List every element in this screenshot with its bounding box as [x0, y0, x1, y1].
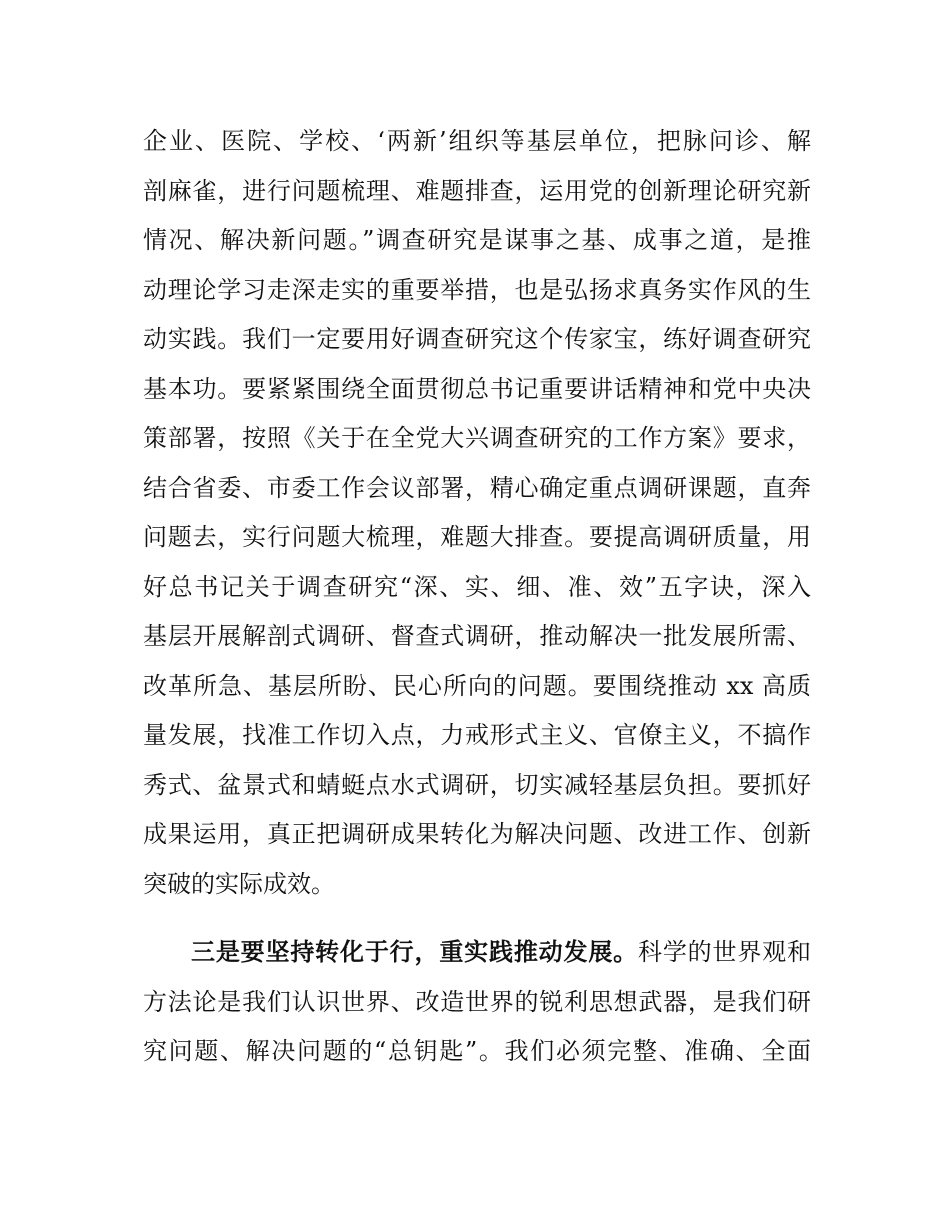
paragraph-line: 成果运用，真正把调研成果转化为解决问题、改进工作、创新	[143, 820, 811, 848]
paragraph-line: 基层开展解剖式调研、督查式调研，推动解决一批发展所需、	[143, 622, 811, 650]
paragraph-line: 动实践。我们一定要用好调查研究这个传家宝，练好调查研究	[143, 325, 811, 353]
paragraph-line: 好总书记关于调查研究“深、实、细、准、效”五字诀，深入	[143, 572, 811, 601]
paragraph-line: 动理论学习走深走实的重要举措，也是弘扬求真务实作风的生	[143, 275, 811, 304]
paragraph-practice	[143, 928, 811, 1077]
paragraph-line: 秀式、盆景式和蜻蜓点水式调研，切实减轻基层负担。要抓好	[143, 770, 811, 799]
paragraph-line-rest: 科学的世界观和	[638, 938, 811, 966]
paragraph-line: 剖麻雀，进行问题梳理、难题排查，运用党的创新理论研究新	[143, 176, 811, 205]
paragraph-line: 突破的实际成效。	[143, 869, 335, 898]
paragraph-line: 量发展，找准工作切入点，力戒形式主义、官僚主义，不搞作	[143, 721, 811, 749]
paragraph-line: 基本功。要紧紧围绕全面贯彻总书记重要讲话精神和党中央决	[143, 374, 811, 403]
paragraph-line: 究问题、解决问题的“总钥匙”。我们必须完整、准确、全面	[143, 1037, 811, 1065]
paragraph-line: 策部署，按照《关于在全党大兴调查研究的工作方案》要求，	[143, 424, 811, 452]
paragraph-research	[143, 117, 811, 909]
paragraph-line: 问题去，实行问题大梳理，难题大排查。要提高调研质量，用	[143, 523, 811, 551]
paragraph-line: 改革所急、基层所盼、民心所向的问题。要围绕推动 xx 高质	[143, 671, 811, 700]
paragraph-line: 方法论是我们认识世界、改造世界的锐利思想武器，是我们研	[143, 987, 811, 1016]
paragraph-first-line	[143, 928, 811, 978]
section-heading: 三是要坚持转化于行，重实践推动发展。	[191, 938, 638, 966]
paragraph-line: 情况、解决新问题。”调查研究是谋事之基、成事之道，是推	[143, 226, 811, 254]
paragraph-line: 结合省委、市委工作会议部署，精心确定重点调研课题，直奔	[143, 473, 811, 502]
paragraph-line: 企业、医院、学校、‘两新’组织等基层单位，把脉问诊、解	[143, 127, 811, 155]
